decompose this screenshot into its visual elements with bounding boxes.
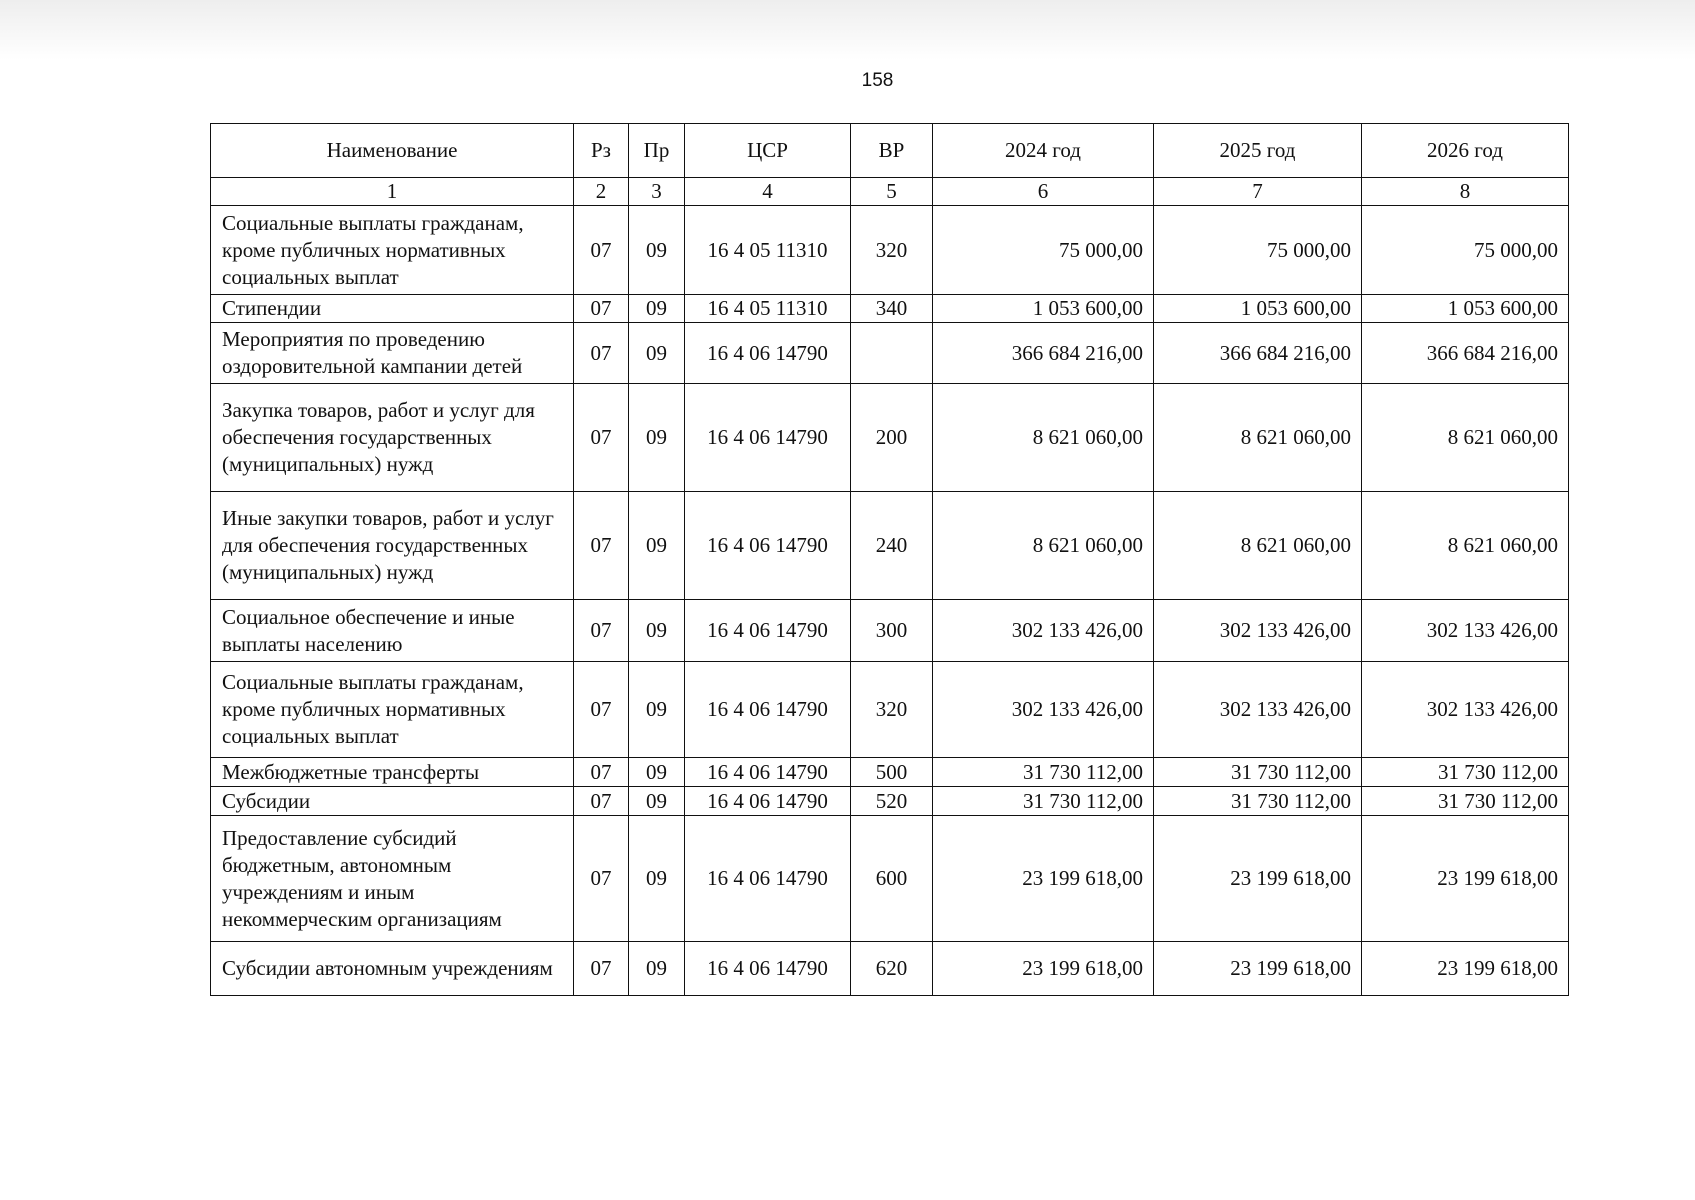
row-amount-2024: 75 000,00	[933, 206, 1154, 295]
budget-table	[210, 123, 1569, 996]
row-amount-2024: 8 621 060,00	[933, 492, 1154, 600]
table-row	[211, 384, 1569, 492]
row-csr: 16 4 06 14790	[685, 816, 851, 942]
row-vr: 340	[851, 295, 933, 323]
row-amount-2024: 23 199 618,00	[933, 816, 1154, 942]
header-name: Наименование	[211, 124, 574, 178]
row-amount-2025: 31 730 112,00	[1154, 758, 1362, 787]
row-rz: 07	[574, 942, 629, 996]
header-rz: Рз	[574, 124, 629, 178]
row-csr: 16 4 06 14790	[685, 492, 851, 600]
header-2024: 2024 год	[933, 124, 1154, 178]
header-csr: ЦСР	[685, 124, 851, 178]
row-csr: 16 4 06 14790	[685, 758, 851, 787]
row-amount-2025: 23 199 618,00	[1154, 816, 1362, 942]
row-csr: 16 4 06 14790	[685, 662, 851, 758]
row-pr: 09	[629, 816, 685, 942]
row-rz: 07	[574, 758, 629, 787]
row-vr: 240	[851, 492, 933, 600]
row-rz: 07	[574, 295, 629, 323]
row-vr: 500	[851, 758, 933, 787]
row-amount-2026: 1 053 600,00	[1362, 295, 1569, 323]
row-amount-2026: 75 000,00	[1362, 206, 1569, 295]
row-name: Социальные выплаты гражданам, кроме публичных нормативных социальных выплат	[211, 662, 574, 758]
row-name: Стипендии	[211, 295, 574, 323]
row-csr: 16 4 05 11310	[685, 295, 851, 323]
column-number: 8	[1362, 178, 1569, 206]
header-vr: ВР	[851, 124, 933, 178]
row-amount-2024: 31 730 112,00	[933, 787, 1154, 816]
table-row	[211, 787, 1569, 816]
row-csr: 16 4 06 14790	[685, 942, 851, 996]
row-amount-2024: 302 133 426,00	[933, 662, 1154, 758]
row-amount-2025: 302 133 426,00	[1154, 662, 1362, 758]
row-pr: 09	[629, 323, 685, 384]
column-number: 4	[685, 178, 851, 206]
row-amount-2025: 366 684 216,00	[1154, 323, 1362, 384]
row-pr: 09	[629, 600, 685, 662]
row-vr: 320	[851, 662, 933, 758]
row-amount-2025: 8 621 060,00	[1154, 384, 1362, 492]
header-pr: Пр	[629, 124, 685, 178]
row-name: Субсидии автономным учреждениям	[211, 942, 574, 996]
row-vr: 520	[851, 787, 933, 816]
row-csr: 16 4 05 11310	[685, 206, 851, 295]
row-amount-2024: 23 199 618,00	[933, 942, 1154, 996]
row-rz: 07	[574, 816, 629, 942]
table-body	[211, 206, 1569, 996]
row-amount-2026: 302 133 426,00	[1362, 600, 1569, 662]
row-amount-2024: 302 133 426,00	[933, 600, 1154, 662]
row-rz: 07	[574, 662, 629, 758]
row-csr: 16 4 06 14790	[685, 323, 851, 384]
column-number: 2	[574, 178, 629, 206]
row-name: Социальное обеспечение и иные выплаты населению	[211, 600, 574, 662]
column-number-row	[211, 178, 1569, 206]
row-amount-2026: 8 621 060,00	[1362, 492, 1569, 600]
row-vr: 620	[851, 942, 933, 996]
row-amount-2026: 8 621 060,00	[1362, 384, 1569, 492]
row-csr: 16 4 06 14790	[685, 384, 851, 492]
row-pr: 09	[629, 384, 685, 492]
page-number: 158	[861, 70, 894, 91]
row-name: Социальные выплаты гражданам, кроме публичных нормативных социальных выплат	[211, 206, 574, 295]
table-row	[211, 816, 1569, 942]
row-pr: 09	[629, 787, 685, 816]
header-2025: 2025 год	[1154, 124, 1362, 178]
row-rz: 07	[574, 206, 629, 295]
row-vr: 320	[851, 206, 933, 295]
column-number: 6	[933, 178, 1154, 206]
row-csr: 16 4 06 14790	[685, 787, 851, 816]
row-amount-2026: 23 199 618,00	[1362, 942, 1569, 996]
row-amount-2024: 8 621 060,00	[933, 384, 1154, 492]
row-amount-2025: 302 133 426,00	[1154, 600, 1362, 662]
table-row	[211, 206, 1569, 295]
column-number: 5	[851, 178, 933, 206]
row-name: Закупка товаров, работ и услуг для обеспечения государственных (муниципальных) нужд	[211, 384, 574, 492]
column-number: 7	[1154, 178, 1362, 206]
scan-edge-shadow	[0, 0, 1695, 60]
row-pr: 09	[629, 295, 685, 323]
row-rz: 07	[574, 384, 629, 492]
header-2026: 2026 год	[1362, 124, 1569, 178]
row-vr: 200	[851, 384, 933, 492]
table-row	[211, 600, 1569, 662]
table-row	[211, 758, 1569, 787]
row-name: Иные закупки товаров, работ и услуг для обеспечения государственных (муниципальных) нужд	[211, 492, 574, 600]
table-header-row	[211, 124, 1569, 178]
table-row	[211, 492, 1569, 600]
row-vr	[851, 323, 933, 384]
row-rz: 07	[574, 600, 629, 662]
row-csr: 16 4 06 14790	[685, 600, 851, 662]
row-amount-2025: 8 621 060,00	[1154, 492, 1362, 600]
row-amount-2026: 302 133 426,00	[1362, 662, 1569, 758]
column-number: 1	[211, 178, 574, 206]
row-rz: 07	[574, 492, 629, 600]
row-amount-2024: 366 684 216,00	[933, 323, 1154, 384]
column-number: 3	[629, 178, 685, 206]
row-amount-2026: 31 730 112,00	[1362, 787, 1569, 816]
row-amount-2025: 1 053 600,00	[1154, 295, 1362, 323]
row-pr: 09	[629, 942, 685, 996]
row-pr: 09	[629, 492, 685, 600]
row-pr: 09	[629, 758, 685, 787]
row-vr: 600	[851, 816, 933, 942]
row-amount-2024: 31 730 112,00	[933, 758, 1154, 787]
row-rz: 07	[574, 787, 629, 816]
row-amount-2025: 75 000,00	[1154, 206, 1362, 295]
row-amount-2024: 1 053 600,00	[933, 295, 1154, 323]
row-amount-2025: 31 730 112,00	[1154, 787, 1362, 816]
table-row	[211, 942, 1569, 996]
table-row	[211, 295, 1569, 323]
row-amount-2026: 366 684 216,00	[1362, 323, 1569, 384]
row-name: Предоставление субсидий бюджетным, автономным учреждениям и иным некоммерческим организациям	[211, 816, 574, 942]
table-row	[211, 662, 1569, 758]
row-pr: 09	[629, 206, 685, 295]
row-name: Мероприятия по проведению оздоровительной кампании детей	[211, 323, 574, 384]
row-name: Межбюджетные трансферты	[211, 758, 574, 787]
row-amount-2026: 23 199 618,00	[1362, 816, 1569, 942]
row-rz: 07	[574, 323, 629, 384]
row-pr: 09	[629, 662, 685, 758]
row-amount-2025: 23 199 618,00	[1154, 942, 1362, 996]
row-vr: 300	[851, 600, 933, 662]
table-row	[211, 323, 1569, 384]
row-name: Субсидии	[211, 787, 574, 816]
row-amount-2026: 31 730 112,00	[1362, 758, 1569, 787]
